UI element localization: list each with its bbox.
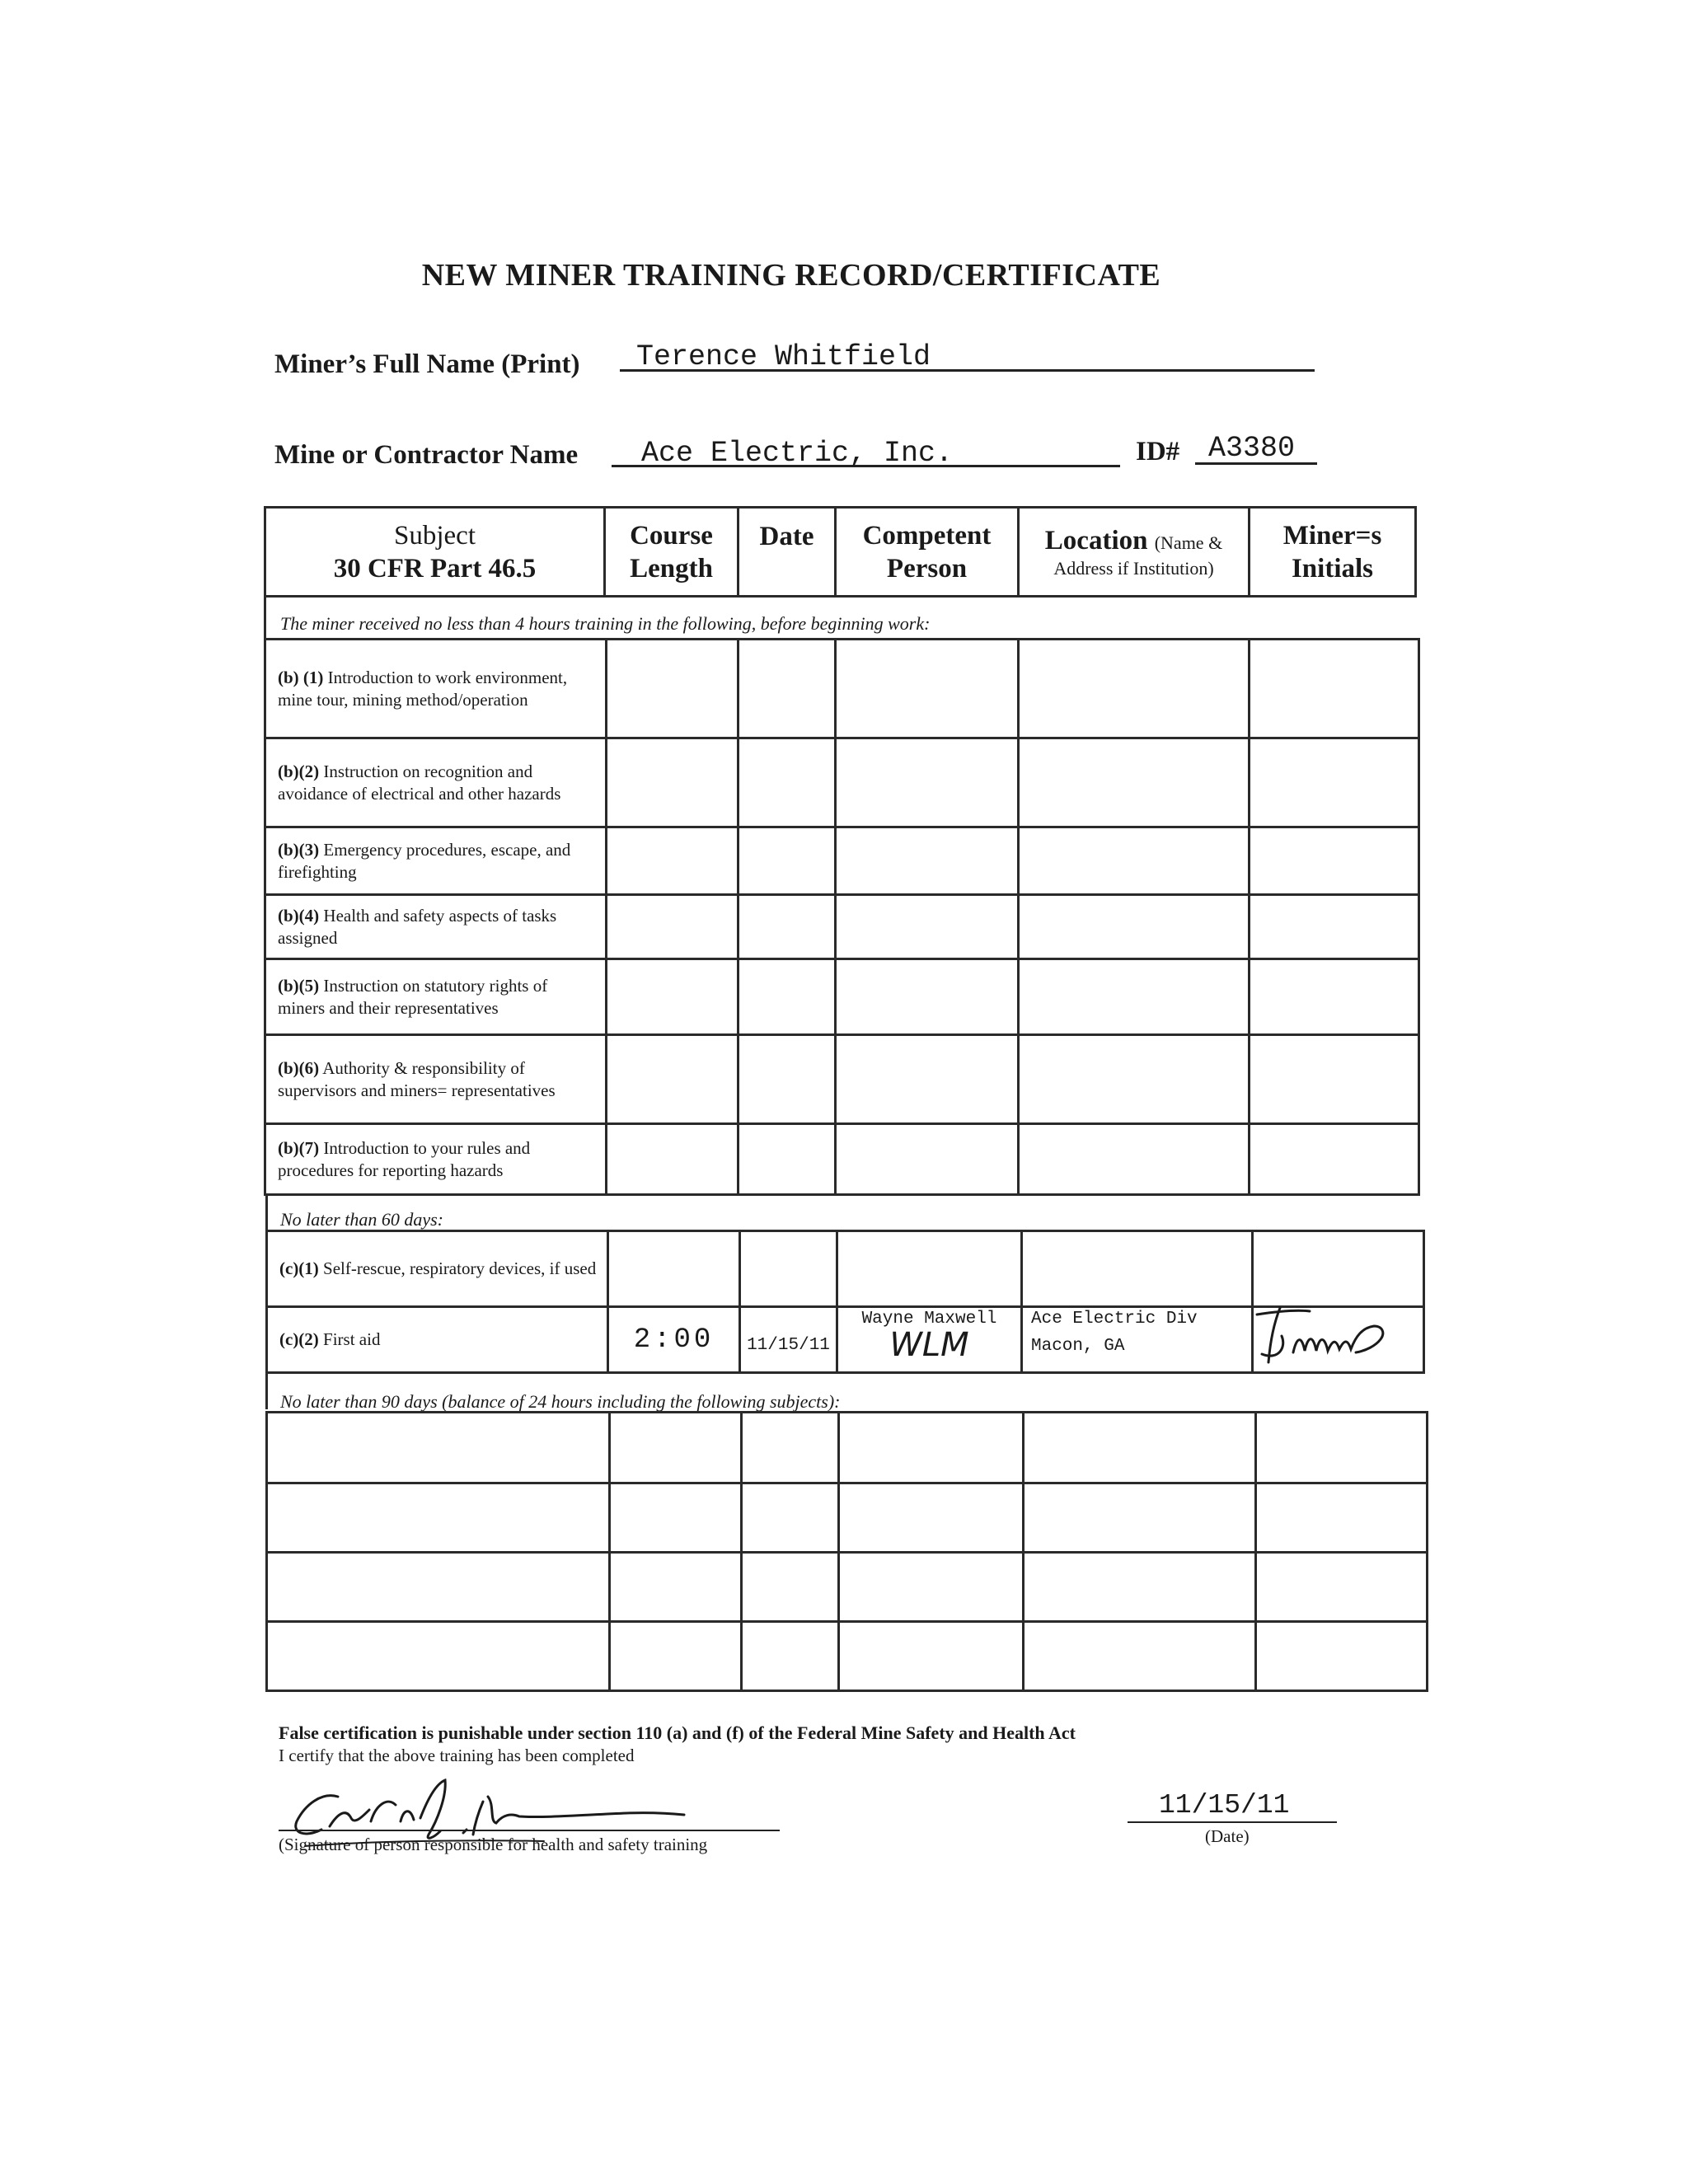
date-cell[interactable]	[738, 827, 836, 895]
competent-cell[interactable]	[836, 827, 1019, 895]
table-row-first-aid	[267, 1307, 1424, 1373]
initials-cell[interactable]	[1256, 1413, 1428, 1483]
section-c-table	[265, 1230, 1425, 1374]
subject-cell[interactable]	[267, 1413, 610, 1483]
table-row	[265, 1035, 1419, 1124]
date-cell[interactable]	[742, 1483, 839, 1553]
form-title: NEW MINER TRAINING RECORD/CERTIFICATE	[421, 258, 1161, 293]
length-cell[interactable]	[607, 959, 738, 1035]
table-row	[267, 1413, 1428, 1483]
location-cell[interactable]	[1024, 1413, 1256, 1483]
length-cell[interactable]	[607, 640, 738, 738]
length-cell[interactable]	[610, 1413, 742, 1483]
initials-cell[interactable]	[1250, 827, 1419, 895]
subject-cell	[265, 895, 607, 959]
table-row	[265, 895, 1419, 959]
header-location	[1019, 508, 1250, 597]
date-cell[interactable]	[738, 1124, 836, 1195]
header-miner-initials	[1250, 508, 1416, 597]
subject-cell	[265, 1035, 607, 1124]
miner-initials-signature	[1254, 1303, 1418, 1369]
competent-cell[interactable]	[836, 738, 1019, 827]
miner-name-label: Miner’s Full Name (Print)	[274, 349, 580, 379]
first-aid-length: 2:00	[633, 1324, 715, 1356]
subject-code: (b)(3)	[278, 839, 320, 860]
training-table-header	[264, 506, 1417, 598]
location-cell[interactable]	[1019, 640, 1250, 738]
length-cell[interactable]	[608, 1231, 740, 1307]
length-cell[interactable]	[608, 1307, 740, 1373]
length-cell[interactable]	[607, 827, 738, 895]
initials-cell[interactable]	[1250, 640, 1419, 738]
location-cell[interactable]	[1022, 1231, 1253, 1307]
id-label: ID#	[1136, 437, 1180, 466]
header-competent-person	[836, 508, 1019, 597]
location-cell[interactable]	[1019, 895, 1250, 959]
length-cell[interactable]	[610, 1622, 742, 1691]
length-cell[interactable]	[610, 1553, 742, 1622]
subject-cell	[265, 959, 607, 1035]
signature-line	[279, 1830, 780, 1831]
competent-cell[interactable]	[836, 1035, 1019, 1124]
subject-cell[interactable]	[267, 1483, 610, 1553]
header-initials-line2: Initials	[1291, 553, 1374, 583]
subject-code: (b)(2)	[278, 761, 320, 781]
subject-text: Instruction on statutory rights of miners and their representatives	[278, 975, 548, 1018]
subject-text: Instruction on recognition and avoidance of electrical and other hazards	[278, 761, 561, 804]
competent-cell[interactable]	[839, 1483, 1024, 1553]
competent-cell[interactable]	[836, 895, 1019, 959]
subject-code: (b)(4)	[278, 905, 320, 926]
subject-code: (b)(6)	[278, 1057, 320, 1078]
certify-statement: I certify that the above training has been completed	[279, 1746, 635, 1765]
table-row	[265, 738, 1419, 827]
first-aid-location-line2: Macon, GA	[1031, 1337, 1125, 1356]
header-date-label: Date	[759, 522, 814, 551]
initials-cell[interactable]	[1256, 1553, 1428, 1622]
table-row	[265, 959, 1419, 1035]
competent-cell[interactable]	[839, 1413, 1024, 1483]
competent-cell[interactable]	[837, 1231, 1022, 1307]
subject-cell	[267, 1307, 608, 1373]
table-row	[267, 1483, 1428, 1553]
section-c-note: No later than 60 days:	[280, 1209, 443, 1230]
first-aid-date: 11/15/11	[747, 1336, 830, 1355]
header-location-small2: Address if Institution)	[1053, 557, 1214, 579]
date-cell[interactable]	[738, 640, 836, 738]
first-aid-location-line1: Ace Electric Div	[1031, 1310, 1198, 1329]
header-competent-line2: Person	[886, 553, 968, 583]
competent-cell[interactable]	[839, 1622, 1024, 1691]
miner-name-value[interactable]: Terence Whitfield	[636, 340, 931, 373]
initials-cell[interactable]	[1253, 1307, 1424, 1373]
initials-cell[interactable]	[1256, 1483, 1428, 1553]
id-value[interactable]: A3380	[1208, 432, 1296, 465]
header-initials-line1: Miner=s	[1282, 520, 1382, 551]
location-cell[interactable]	[1024, 1622, 1256, 1691]
mine-name-value[interactable]: Ace Electric, Inc.	[641, 437, 954, 470]
date-caption: (Date)	[1205, 1826, 1250, 1846]
subject-text: Emergency procedures, escape, and firefighting	[278, 839, 571, 882]
length-cell[interactable]	[607, 1124, 738, 1195]
subject-code: (b) (1)	[278, 667, 324, 687]
location-cell[interactable]	[1019, 1035, 1250, 1124]
competent-cell[interactable]	[836, 959, 1019, 1035]
subject-cell[interactable]	[267, 1553, 610, 1622]
section-c-left-border	[265, 1193, 268, 1231]
header-length-line1: Course	[630, 520, 713, 551]
subject-code: (c)(1)	[279, 1258, 319, 1278]
initials-cell[interactable]	[1250, 1035, 1419, 1124]
section-90-left-border	[265, 1371, 268, 1409]
subject-cell	[265, 827, 607, 895]
date-cell[interactable]	[742, 1622, 839, 1691]
section-b-note: The miner received no less than 4 hours training in the following, before beginning work:	[280, 613, 931, 634]
location-cell[interactable]	[1024, 1553, 1256, 1622]
initials-cell[interactable]	[1250, 959, 1419, 1035]
competent-cell[interactable]	[839, 1553, 1024, 1622]
false-certification-warning: False certification is punishable under section 110 (a) and (f) of the Federal Mine Safety and Health Act	[279, 1722, 1076, 1743]
subject-text: Self-rescue, respiratory devices, if used	[323, 1258, 597, 1278]
subject-code: (c)(2)	[279, 1329, 319, 1349]
location-cell[interactable]	[1019, 1124, 1250, 1195]
competent-cell[interactable]	[836, 640, 1019, 738]
length-cell[interactable]	[607, 895, 738, 959]
subject-text: Introduction to work environment, mine tour, mining method/operation	[278, 667, 568, 710]
length-cell[interactable]	[607, 738, 738, 827]
date-cell[interactable]	[738, 895, 836, 959]
section-b-left-border	[264, 595, 266, 638]
section-90-table	[265, 1411, 1428, 1692]
subject-cell	[265, 640, 607, 738]
initials-cell[interactable]	[1253, 1231, 1424, 1307]
header-subject	[265, 508, 605, 597]
signature-caption: (Signature of person responsible for health and safety training	[279, 1835, 708, 1854]
competent-cell[interactable]	[837, 1307, 1022, 1373]
initials-cell[interactable]	[1256, 1622, 1428, 1691]
date-cell[interactable]	[742, 1413, 839, 1483]
location-cell[interactable]	[1022, 1307, 1253, 1373]
subject-text: Authority & responsibility of supervisors and miners= representatives	[278, 1057, 556, 1100]
length-cell[interactable]	[607, 1035, 738, 1124]
table-row	[265, 827, 1419, 895]
date-cell[interactable]	[738, 738, 836, 827]
subject-code: (b)(5)	[278, 975, 320, 996]
header-course-length	[605, 508, 738, 597]
subject-code: (b)(7)	[278, 1137, 320, 1158]
header-subject-line2: 30 CFR Part 46.5	[333, 553, 537, 583]
initials-cell[interactable]	[1250, 1124, 1419, 1195]
subject-cell	[265, 1124, 607, 1195]
date-cell[interactable]	[740, 1307, 837, 1373]
location-cell[interactable]	[1019, 827, 1250, 895]
mine-name-label: Mine or Contractor Name	[274, 440, 579, 470]
subject-cell	[267, 1231, 608, 1307]
location-cell[interactable]	[1024, 1483, 1256, 1553]
table-row	[267, 1622, 1428, 1691]
header-date	[738, 508, 836, 597]
location-cell[interactable]	[1019, 959, 1250, 1035]
competent-person-name: Wayne Maxwell	[861, 1310, 997, 1329]
subject-text: Health and safety aspects of tasks assigned	[278, 905, 557, 948]
date-line	[1128, 1821, 1337, 1823]
section-b-table	[264, 638, 1420, 1196]
subject-text: First aid	[323, 1329, 381, 1349]
length-cell[interactable]	[610, 1483, 742, 1553]
table-row	[267, 1231, 1424, 1307]
certification-date-value[interactable]: 11/15/11	[1159, 1790, 1290, 1821]
date-cell[interactable]	[740, 1231, 837, 1307]
table-row	[265, 640, 1419, 738]
table-row	[267, 1553, 1428, 1622]
competent-initials-signature: WLM	[889, 1326, 969, 1364]
date-cell[interactable]	[738, 959, 836, 1035]
header-length-line2: Length	[630, 553, 713, 583]
header-competent-line1: Competent	[862, 520, 992, 551]
competent-cell[interactable]	[836, 1124, 1019, 1195]
location-cell[interactable]	[1019, 738, 1250, 827]
subject-text: Introduction to your rules and procedures for reporting hazards	[278, 1137, 531, 1180]
subject-cell	[265, 738, 607, 827]
subject-cell[interactable]	[267, 1622, 610, 1691]
date-cell[interactable]	[742, 1553, 839, 1622]
date-cell[interactable]	[738, 1035, 836, 1124]
header-subject-line1: Subject	[394, 520, 476, 551]
initials-cell[interactable]	[1250, 738, 1419, 827]
section-90-note: No later than 90 days (balance of 24 hours including the following subjects):	[280, 1391, 841, 1412]
header-location-label: Location	[1044, 525, 1148, 555]
header-location-small: (Name &	[1154, 532, 1223, 553]
initials-cell[interactable]	[1250, 895, 1419, 959]
table-row	[265, 1124, 1419, 1195]
